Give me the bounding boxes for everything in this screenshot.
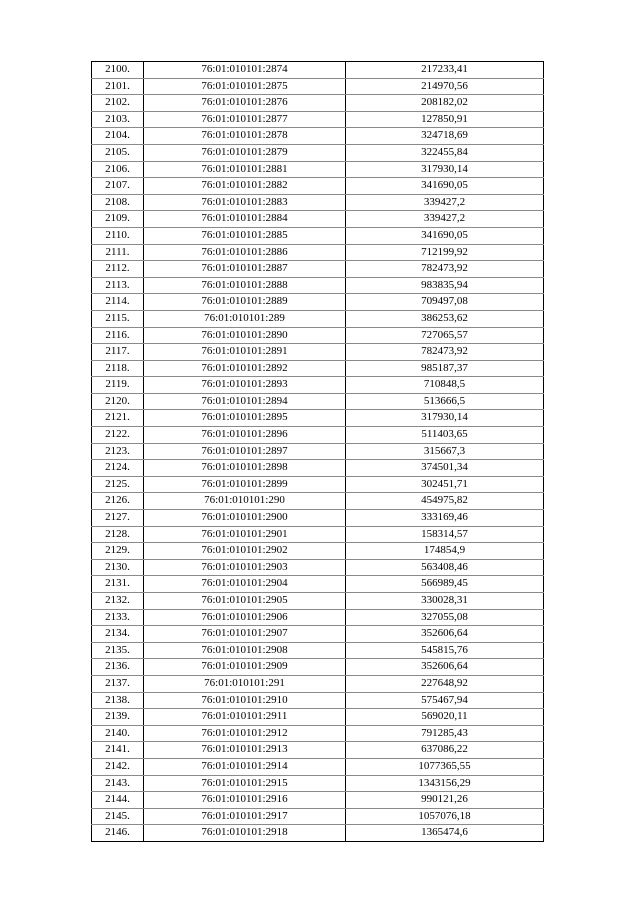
cadastral-value-cell: 1365474,6 xyxy=(346,825,544,842)
cadastral-number-cell: 76:01:010101:2895 xyxy=(144,410,346,427)
cadastral-value-cell: 791285,43 xyxy=(346,725,544,742)
cadastral-number-cell: 76:01:010101:2904 xyxy=(144,576,346,593)
table-row xyxy=(92,659,544,676)
cadastral-value-cell: 330028,31 xyxy=(346,593,544,610)
table-row xyxy=(92,675,544,692)
cadastral-value-cell: 352606,64 xyxy=(346,659,544,676)
cadastral-number-cell: 76:01:010101:2907 xyxy=(144,626,346,643)
cadastral-number-cell: 76:01:010101:2877 xyxy=(144,111,346,128)
cadastral-number-cell: 76:01:010101:2913 xyxy=(144,742,346,759)
cadastral-value-cell: 374501,34 xyxy=(346,460,544,477)
row-number-cell: 2116. xyxy=(92,327,144,344)
cadastral-value-cell: 513666,5 xyxy=(346,393,544,410)
table-row xyxy=(92,95,544,112)
row-number-cell: 2100. xyxy=(92,62,144,79)
table-row xyxy=(92,742,544,759)
cadastral-value-cell: 575467,94 xyxy=(346,692,544,709)
table-row xyxy=(92,393,544,410)
table-row xyxy=(92,410,544,427)
cadastral-number-cell: 76:01:010101:2883 xyxy=(144,194,346,211)
cadastral-number-cell: 76:01:010101:289 xyxy=(144,310,346,327)
cadastral-value-cell: 317930,14 xyxy=(346,410,544,427)
cadastral-value-cell: 545815,76 xyxy=(346,642,544,659)
row-number-cell: 2124. xyxy=(92,460,144,477)
row-number-cell: 2146. xyxy=(92,825,144,842)
cadastral-number-cell: 76:01:010101:2896 xyxy=(144,427,346,444)
cadastral-number-cell: 76:01:010101:2894 xyxy=(144,393,346,410)
row-number-cell: 2141. xyxy=(92,742,144,759)
table-row xyxy=(92,128,544,145)
cadastral-number-cell: 76:01:010101:2876 xyxy=(144,95,346,112)
table-row xyxy=(92,427,544,444)
cadastral-number-cell: 76:01:010101:2885 xyxy=(144,227,346,244)
table-row xyxy=(92,725,544,742)
table-row xyxy=(92,808,544,825)
cadastral-value-cell: 709497,08 xyxy=(346,294,544,311)
row-number-cell: 2102. xyxy=(92,95,144,112)
row-number-cell: 2106. xyxy=(92,161,144,178)
cadastral-value-cell: 341690,05 xyxy=(346,178,544,195)
cadastral-value-cell: 511403,65 xyxy=(346,427,544,444)
cadastral-value-cell: 990121,26 xyxy=(346,792,544,809)
cadastral-value-cell: 315667,3 xyxy=(346,443,544,460)
cadastral-number-cell: 76:01:010101:2914 xyxy=(144,758,346,775)
cadastral-number-cell: 76:01:010101:2915 xyxy=(144,775,346,792)
cadastral-number-cell: 76:01:010101:2898 xyxy=(144,460,346,477)
cadastral-value-cell: 1077365,55 xyxy=(346,758,544,775)
row-number-cell: 2118. xyxy=(92,360,144,377)
table-row xyxy=(92,775,544,792)
row-number-cell: 2139. xyxy=(92,709,144,726)
table-row xyxy=(92,642,544,659)
row-number-cell: 2104. xyxy=(92,128,144,145)
table-row xyxy=(92,510,544,527)
table-row xyxy=(92,526,544,543)
cadastral-value-cell: 566989,45 xyxy=(346,576,544,593)
table-row xyxy=(92,211,544,228)
cadastral-number-cell: 76:01:010101:2886 xyxy=(144,244,346,261)
cadastral-number-cell: 76:01:010101:2900 xyxy=(144,510,346,527)
table-row xyxy=(92,443,544,460)
table-row xyxy=(92,62,544,79)
row-number-cell: 2103. xyxy=(92,111,144,128)
cadastral-number-cell: 76:01:010101:2882 xyxy=(144,178,346,195)
cadastral-value-cell: 322455,84 xyxy=(346,144,544,161)
cadastral-value-cell: 352606,64 xyxy=(346,626,544,643)
cadastral-value-cell: 158314,57 xyxy=(346,526,544,543)
row-number-cell: 2101. xyxy=(92,78,144,95)
row-number-cell: 2121. xyxy=(92,410,144,427)
row-number-cell: 2144. xyxy=(92,792,144,809)
cadastral-value-cell: 983835,94 xyxy=(346,277,544,294)
table-row xyxy=(92,178,544,195)
cadastral-number-cell: 76:01:010101:2875 xyxy=(144,78,346,95)
row-number-cell: 2117. xyxy=(92,344,144,361)
cadastral-number-cell: 76:01:010101:2909 xyxy=(144,659,346,676)
cadastral-number-cell: 76:01:010101:2916 xyxy=(144,792,346,809)
cadastral-number-cell: 76:01:010101:2917 xyxy=(144,808,346,825)
row-number-cell: 2145. xyxy=(92,808,144,825)
row-number-cell: 2132. xyxy=(92,593,144,610)
cadastral-number-cell: 76:01:010101:2899 xyxy=(144,476,346,493)
row-number-cell: 2130. xyxy=(92,559,144,576)
cadastral-value-cell: 339427,2 xyxy=(346,211,544,228)
cadastral-number-cell: 76:01:010101:2901 xyxy=(144,526,346,543)
cadastral-number-cell: 76:01:010101:2906 xyxy=(144,609,346,626)
row-number-cell: 2105. xyxy=(92,144,144,161)
cadastral-value-cell: 569020,11 xyxy=(346,709,544,726)
cadastral-number-cell: 76:01:010101:2911 xyxy=(144,709,346,726)
table-row xyxy=(92,825,544,842)
row-number-cell: 2109. xyxy=(92,211,144,228)
cadastral-value-cell: 712199,92 xyxy=(346,244,544,261)
table-row xyxy=(92,559,544,576)
cadastral-value-cell: 214970,56 xyxy=(346,78,544,95)
cadastral-number-cell: 76:01:010101:2884 xyxy=(144,211,346,228)
table-row xyxy=(92,792,544,809)
row-number-cell: 2126. xyxy=(92,493,144,510)
cadastral-value-cell: 710848,5 xyxy=(346,377,544,394)
cadastral-number-cell: 76:01:010101:2905 xyxy=(144,593,346,610)
table-row xyxy=(92,476,544,493)
table-row xyxy=(92,111,544,128)
cadastral-number-cell: 76:01:010101:2908 xyxy=(144,642,346,659)
cadastral-value-cell: 127850,91 xyxy=(346,111,544,128)
row-number-cell: 2135. xyxy=(92,642,144,659)
cadastral-value-cell: 339427,2 xyxy=(346,194,544,211)
cadastral-value-cell: 782473,92 xyxy=(346,344,544,361)
row-number-cell: 2114. xyxy=(92,294,144,311)
table-row xyxy=(92,261,544,278)
table-row xyxy=(92,543,544,560)
row-number-cell: 2138. xyxy=(92,692,144,709)
row-number-cell: 2115. xyxy=(92,310,144,327)
row-number-cell: 2112. xyxy=(92,261,144,278)
cadastral-number-cell: 76:01:010101:2893 xyxy=(144,377,346,394)
row-number-cell: 2128. xyxy=(92,526,144,543)
cadastral-number-cell: 76:01:010101:2892 xyxy=(144,360,346,377)
cadastral-number-cell: 76:01:010101:2902 xyxy=(144,543,346,560)
table-row xyxy=(92,493,544,510)
cadastral-value-table xyxy=(91,61,544,842)
cadastral-value-cell: 341690,05 xyxy=(346,227,544,244)
table-row xyxy=(92,360,544,377)
cadastral-number-cell: 76:01:010101:291 xyxy=(144,675,346,692)
row-number-cell: 2111. xyxy=(92,244,144,261)
cadastral-value-cell: 782473,92 xyxy=(346,261,544,278)
table-row xyxy=(92,460,544,477)
cadastral-number-cell: 76:01:010101:2890 xyxy=(144,327,346,344)
table-row xyxy=(92,144,544,161)
row-number-cell: 2113. xyxy=(92,277,144,294)
row-number-cell: 2136. xyxy=(92,659,144,676)
table-row xyxy=(92,227,544,244)
row-number-cell: 2107. xyxy=(92,178,144,195)
cadastral-number-cell: 76:01:010101:2897 xyxy=(144,443,346,460)
table-row xyxy=(92,593,544,610)
cadastral-value-cell: 174854,9 xyxy=(346,543,544,560)
table-row xyxy=(92,609,544,626)
cadastral-value-cell: 386253,62 xyxy=(346,310,544,327)
cadastral-number-cell: 76:01:010101:2881 xyxy=(144,161,346,178)
cadastral-number-cell: 76:01:010101:2878 xyxy=(144,128,346,145)
cadastral-value-cell: 637086,22 xyxy=(346,742,544,759)
row-number-cell: 2122. xyxy=(92,427,144,444)
cadastral-number-cell: 76:01:010101:2918 xyxy=(144,825,346,842)
table-body xyxy=(92,62,544,842)
table-row xyxy=(92,277,544,294)
row-number-cell: 2142. xyxy=(92,758,144,775)
table-row xyxy=(92,377,544,394)
cadastral-value-cell: 324718,69 xyxy=(346,128,544,145)
cadastral-value-cell: 563408,46 xyxy=(346,559,544,576)
cadastral-number-cell: 76:01:010101:2874 xyxy=(144,62,346,79)
table-row xyxy=(92,758,544,775)
cadastral-number-cell: 76:01:010101:2910 xyxy=(144,692,346,709)
table-row xyxy=(92,327,544,344)
cadastral-number-cell: 76:01:010101:2887 xyxy=(144,261,346,278)
cadastral-number-cell: 76:01:010101:2903 xyxy=(144,559,346,576)
cadastral-number-cell: 76:01:010101:2889 xyxy=(144,294,346,311)
cadastral-number-cell: 76:01:010101:290 xyxy=(144,493,346,510)
row-number-cell: 2108. xyxy=(92,194,144,211)
cadastral-value-cell: 454975,82 xyxy=(346,493,544,510)
cadastral-value-cell: 985187,37 xyxy=(346,360,544,377)
cadastral-number-cell: 76:01:010101:2888 xyxy=(144,277,346,294)
cadastral-value-cell: 327055,08 xyxy=(346,609,544,626)
cadastral-value-cell: 227648,92 xyxy=(346,675,544,692)
table-row xyxy=(92,161,544,178)
cadastral-value-cell: 1343156,29 xyxy=(346,775,544,792)
table-row xyxy=(92,626,544,643)
cadastral-value-cell: 208182,02 xyxy=(346,95,544,112)
table-row xyxy=(92,294,544,311)
cadastral-value-cell: 217233,41 xyxy=(346,62,544,79)
cadastral-value-cell: 317930,14 xyxy=(346,161,544,178)
row-number-cell: 2143. xyxy=(92,775,144,792)
cadastral-value-cell: 302451,71 xyxy=(346,476,544,493)
row-number-cell: 2125. xyxy=(92,476,144,493)
cadastral-value-cell: 333169,46 xyxy=(346,510,544,527)
table-row xyxy=(92,244,544,261)
cadastral-value-cell: 1057076,18 xyxy=(346,808,544,825)
table-row xyxy=(92,709,544,726)
table-row xyxy=(92,344,544,361)
cadastral-number-cell: 76:01:010101:2912 xyxy=(144,725,346,742)
table-row xyxy=(92,78,544,95)
table-row xyxy=(92,310,544,327)
cadastral-number-cell: 76:01:010101:2879 xyxy=(144,144,346,161)
row-number-cell: 2129. xyxy=(92,543,144,560)
row-number-cell: 2140. xyxy=(92,725,144,742)
row-number-cell: 2137. xyxy=(92,675,144,692)
row-number-cell: 2134. xyxy=(92,626,144,643)
cadastral-number-cell: 76:01:010101:2891 xyxy=(144,344,346,361)
table-row xyxy=(92,576,544,593)
row-number-cell: 2127. xyxy=(92,510,144,527)
row-number-cell: 2131. xyxy=(92,576,144,593)
row-number-cell: 2119. xyxy=(92,377,144,394)
table-row xyxy=(92,692,544,709)
table-row xyxy=(92,194,544,211)
row-number-cell: 2110. xyxy=(92,227,144,244)
row-number-cell: 2123. xyxy=(92,443,144,460)
row-number-cell: 2133. xyxy=(92,609,144,626)
row-number-cell: 2120. xyxy=(92,393,144,410)
cadastral-value-cell: 727065,57 xyxy=(346,327,544,344)
